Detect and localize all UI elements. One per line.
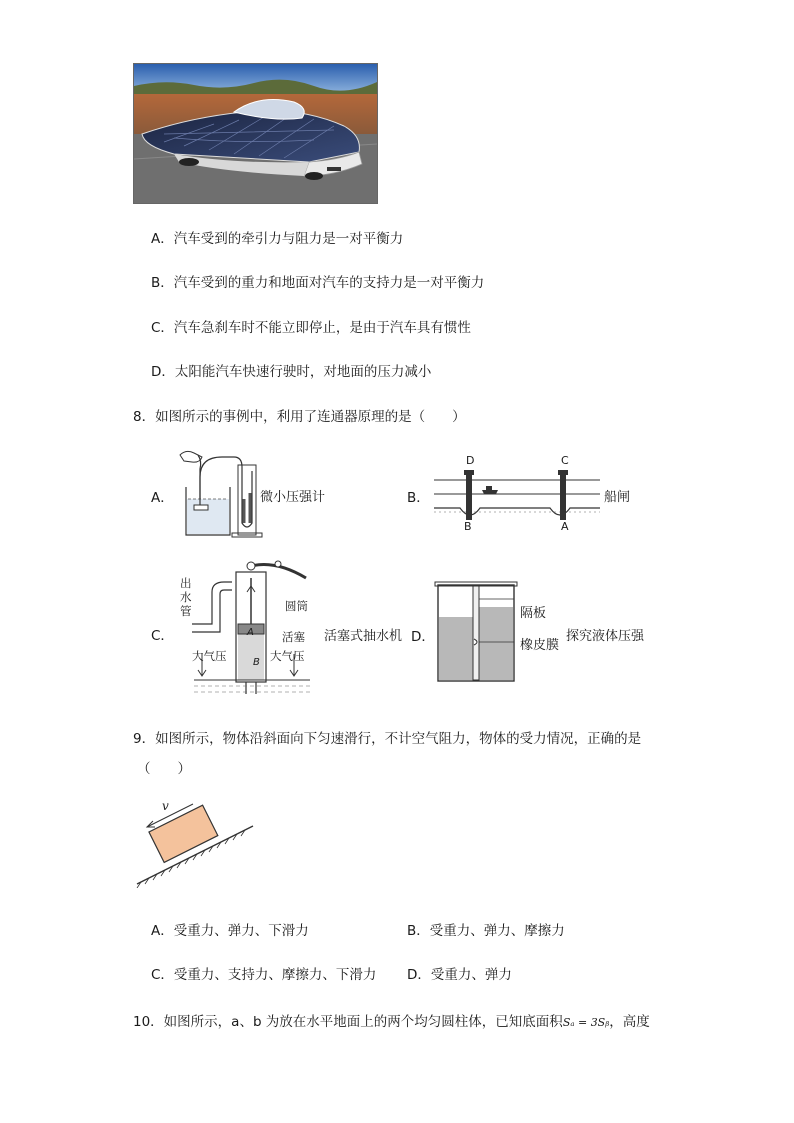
partition-label: 隔板 — [520, 606, 547, 621]
pressure-gauge-figure — [172, 447, 267, 543]
q8-option-a-label: 微小压强计 — [260, 490, 326, 505]
q9-option-a: A．受重力、弹力、下滑力 — [151, 923, 309, 939]
solar-car-photo — [133, 63, 378, 204]
q9-stem-line2: （ ） — [137, 761, 191, 777]
ship-lock-figure — [432, 452, 602, 538]
q7-option-d: D．太阳能汽车快速行驶时，对地面的压力减小 — [151, 364, 432, 380]
point-b-label: B — [464, 520, 472, 533]
valve-b-label: B — [253, 657, 260, 668]
incline-figure — [133, 796, 258, 892]
q9-option-d: D．受重力、弹力 — [407, 967, 512, 983]
q8-option-c-letter: C． — [151, 628, 174, 644]
q10-stem-tail: ，高度 — [609, 1014, 650, 1030]
q9-option-c: C．受重力、支持力、摩擦力、下滑力 — [151, 967, 377, 983]
q10-formula: Sₐ = 3Sᵦ — [562, 1016, 610, 1029]
q7-option-a: A．汽车受到的牵引力与阻力是一对平衡力 — [151, 231, 404, 247]
cylinder-label: 圆筒 — [285, 599, 308, 613]
membrane-label: 橡皮膜 — [520, 638, 560, 653]
piston-label: 活塞 — [282, 630, 305, 644]
q8-option-b-label: 船闸 — [604, 490, 631, 505]
point-a-label: A — [561, 520, 569, 533]
atmosphere-right-label: 大气压 — [270, 649, 305, 663]
q8-option-d-label: 探究液体压强 — [566, 629, 645, 644]
valve-a-label: A — [247, 627, 254, 638]
q9-stem-line1: 9．如图所示，物体沿斜面向下匀速滑行，不计空气阻力，物体的受力情况，正确的是 — [133, 731, 642, 747]
point-d-label: D — [466, 454, 475, 467]
q8-option-c-label: 活塞式抽水机 — [324, 629, 403, 644]
q8-option-b-letter: B． — [407, 490, 430, 506]
point-c-label: C — [561, 454, 569, 467]
q8-option-d-letter: D． — [411, 629, 435, 645]
q8-stem: 8．如图所示的事例中，利用了连通器原理的是（ ） — [133, 409, 466, 425]
velocity-label: v — [162, 799, 169, 813]
outlet-pipe-label: 出水管 — [180, 576, 192, 618]
atmosphere-left-label: 大气压 — [192, 649, 227, 663]
q10-stem — [133, 1010, 650, 1030]
liquid-pressure-container-figure — [434, 579, 518, 687]
q7-option-b: B．汽车受到的重力和地面对汽车的支持力是一对平衡力 — [151, 275, 485, 291]
q8-option-a-letter: A． — [151, 490, 174, 506]
q9-option-b: B．受重力、弹力、摩擦力 — [407, 923, 565, 939]
q10-stem-text: 10．如图所示，a、b 为放在水平地面上的两个均匀圆柱体，已知底面积 — [133, 1014, 563, 1030]
q7-option-c: C．汽车急刹车时不能立即停止，是由于汽车具有惯性 — [151, 320, 471, 336]
